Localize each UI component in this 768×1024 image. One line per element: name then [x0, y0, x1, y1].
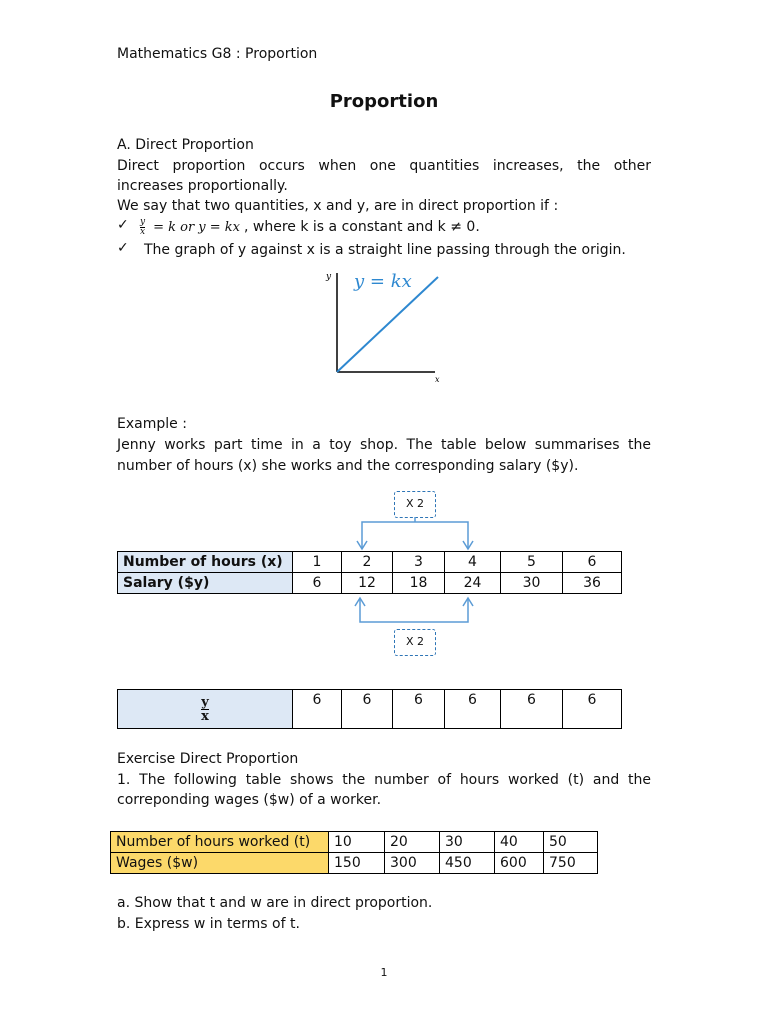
exercise-table — [110, 831, 598, 874]
paragraph-line: We say that two quantities, x and y, are in direct proportion if : — [117, 198, 559, 214]
table-cell: 300 — [385, 853, 440, 874]
check-icon: ✓ — [117, 240, 129, 256]
page-title: Proportion — [329, 91, 439, 112]
row-header: Wages ($w) — [111, 853, 329, 874]
table-cell: 6 — [293, 690, 342, 729]
row-header: Number of hours (x) — [118, 552, 293, 573]
table-row — [111, 832, 598, 853]
x-axis-label: x — [435, 375, 440, 384]
direct-proportion-graph — [320, 265, 450, 385]
check-icon: ✓ — [117, 217, 129, 233]
table-cell: 4 — [445, 552, 501, 573]
example-table — [117, 551, 622, 594]
table-cell: 600 — [495, 853, 544, 874]
ratio-fraction — [201, 696, 209, 723]
table-cell: 6 — [563, 690, 622, 729]
table-cell: 24 — [445, 573, 501, 594]
table-row — [111, 853, 598, 874]
table-cell: 36 — [563, 573, 622, 594]
table-cell: 6 — [293, 573, 342, 594]
paragraph-line: correponding wages ($w) of a worker. — [117, 792, 382, 808]
table-cell: 50 — [544, 832, 598, 853]
table-cell: 5 — [501, 552, 563, 573]
table-row — [118, 552, 622, 573]
bullet-text: The graph of y against x is a straight line passing through the origin. — [144, 242, 626, 258]
table-row — [118, 690, 622, 729]
table-cell: 6 — [393, 690, 445, 729]
ratio-table — [117, 689, 622, 729]
table-cell: 6 — [501, 690, 563, 729]
table-cell: 450 — [440, 853, 495, 874]
table-cell: 12 — [342, 573, 393, 594]
fraction-denominator: x — [201, 708, 209, 724]
table-cell: 30 — [440, 832, 495, 853]
y-axis-label: y — [326, 272, 332, 282]
fraction-numerator: y — [201, 694, 209, 710]
table-cell: 2 — [342, 552, 393, 573]
table-cell: 1 — [293, 552, 342, 573]
table-cell: 6 — [342, 690, 393, 729]
table-cell: 150 — [329, 853, 385, 874]
section-heading: A. Direct Proportion — [117, 137, 254, 153]
fraction-denominator: x — [140, 226, 146, 237]
table-cell: 20 — [385, 832, 440, 853]
paragraph-line: increases proportionally. — [117, 178, 288, 194]
bullet-equation — [140, 214, 480, 240]
table-cell: 18 — [393, 573, 445, 594]
equation-text: = k or y = kx — [153, 219, 241, 235]
question-b: b. Express w in terms of t. — [117, 916, 300, 932]
example-label: Example : — [117, 416, 187, 432]
table-cell: 10 — [329, 832, 385, 853]
row-header: Salary ($y) — [118, 573, 293, 594]
table-row — [118, 573, 622, 594]
paragraph-line: 1. The following table shows the number of hours worked (t) and the — [117, 772, 651, 788]
multiplier-box-top: X 2 — [394, 491, 436, 518]
table-cell: 6 — [445, 690, 501, 729]
table-cell: 750 — [544, 853, 598, 874]
page-number: 1 — [380, 966, 388, 979]
paragraph-line: Jenny works part time in a toy shop. The table below summarises the — [117, 437, 651, 453]
table-cell: 3 — [393, 552, 445, 573]
page-header: Mathematics G8 : Proportion — [117, 46, 318, 62]
question-a: a. Show that t and w are in direct proportion. — [117, 895, 433, 911]
table-cell: 40 — [495, 832, 544, 853]
ratio-header — [118, 690, 293, 729]
paragraph-line: number of hours (x) she works and the corresponding salary ($y). — [117, 458, 579, 474]
fraction-numerator: y — [140, 216, 146, 227]
multiplier-box-bottom: X 2 — [394, 629, 436, 656]
fraction — [140, 218, 145, 237]
row-header: Number of hours worked (t) — [111, 832, 329, 853]
table-cell: 30 — [501, 573, 563, 594]
table-cell: 6 — [563, 552, 622, 573]
graph-equation-label: y = kx — [354, 271, 412, 292]
paragraph-line: Direct proportion occurs when one quantities increases, the other — [117, 158, 651, 174]
bullet-text: , where k is a constant and k ≠ 0. — [244, 219, 480, 235]
exercise-heading: Exercise Direct Proportion — [117, 751, 299, 767]
